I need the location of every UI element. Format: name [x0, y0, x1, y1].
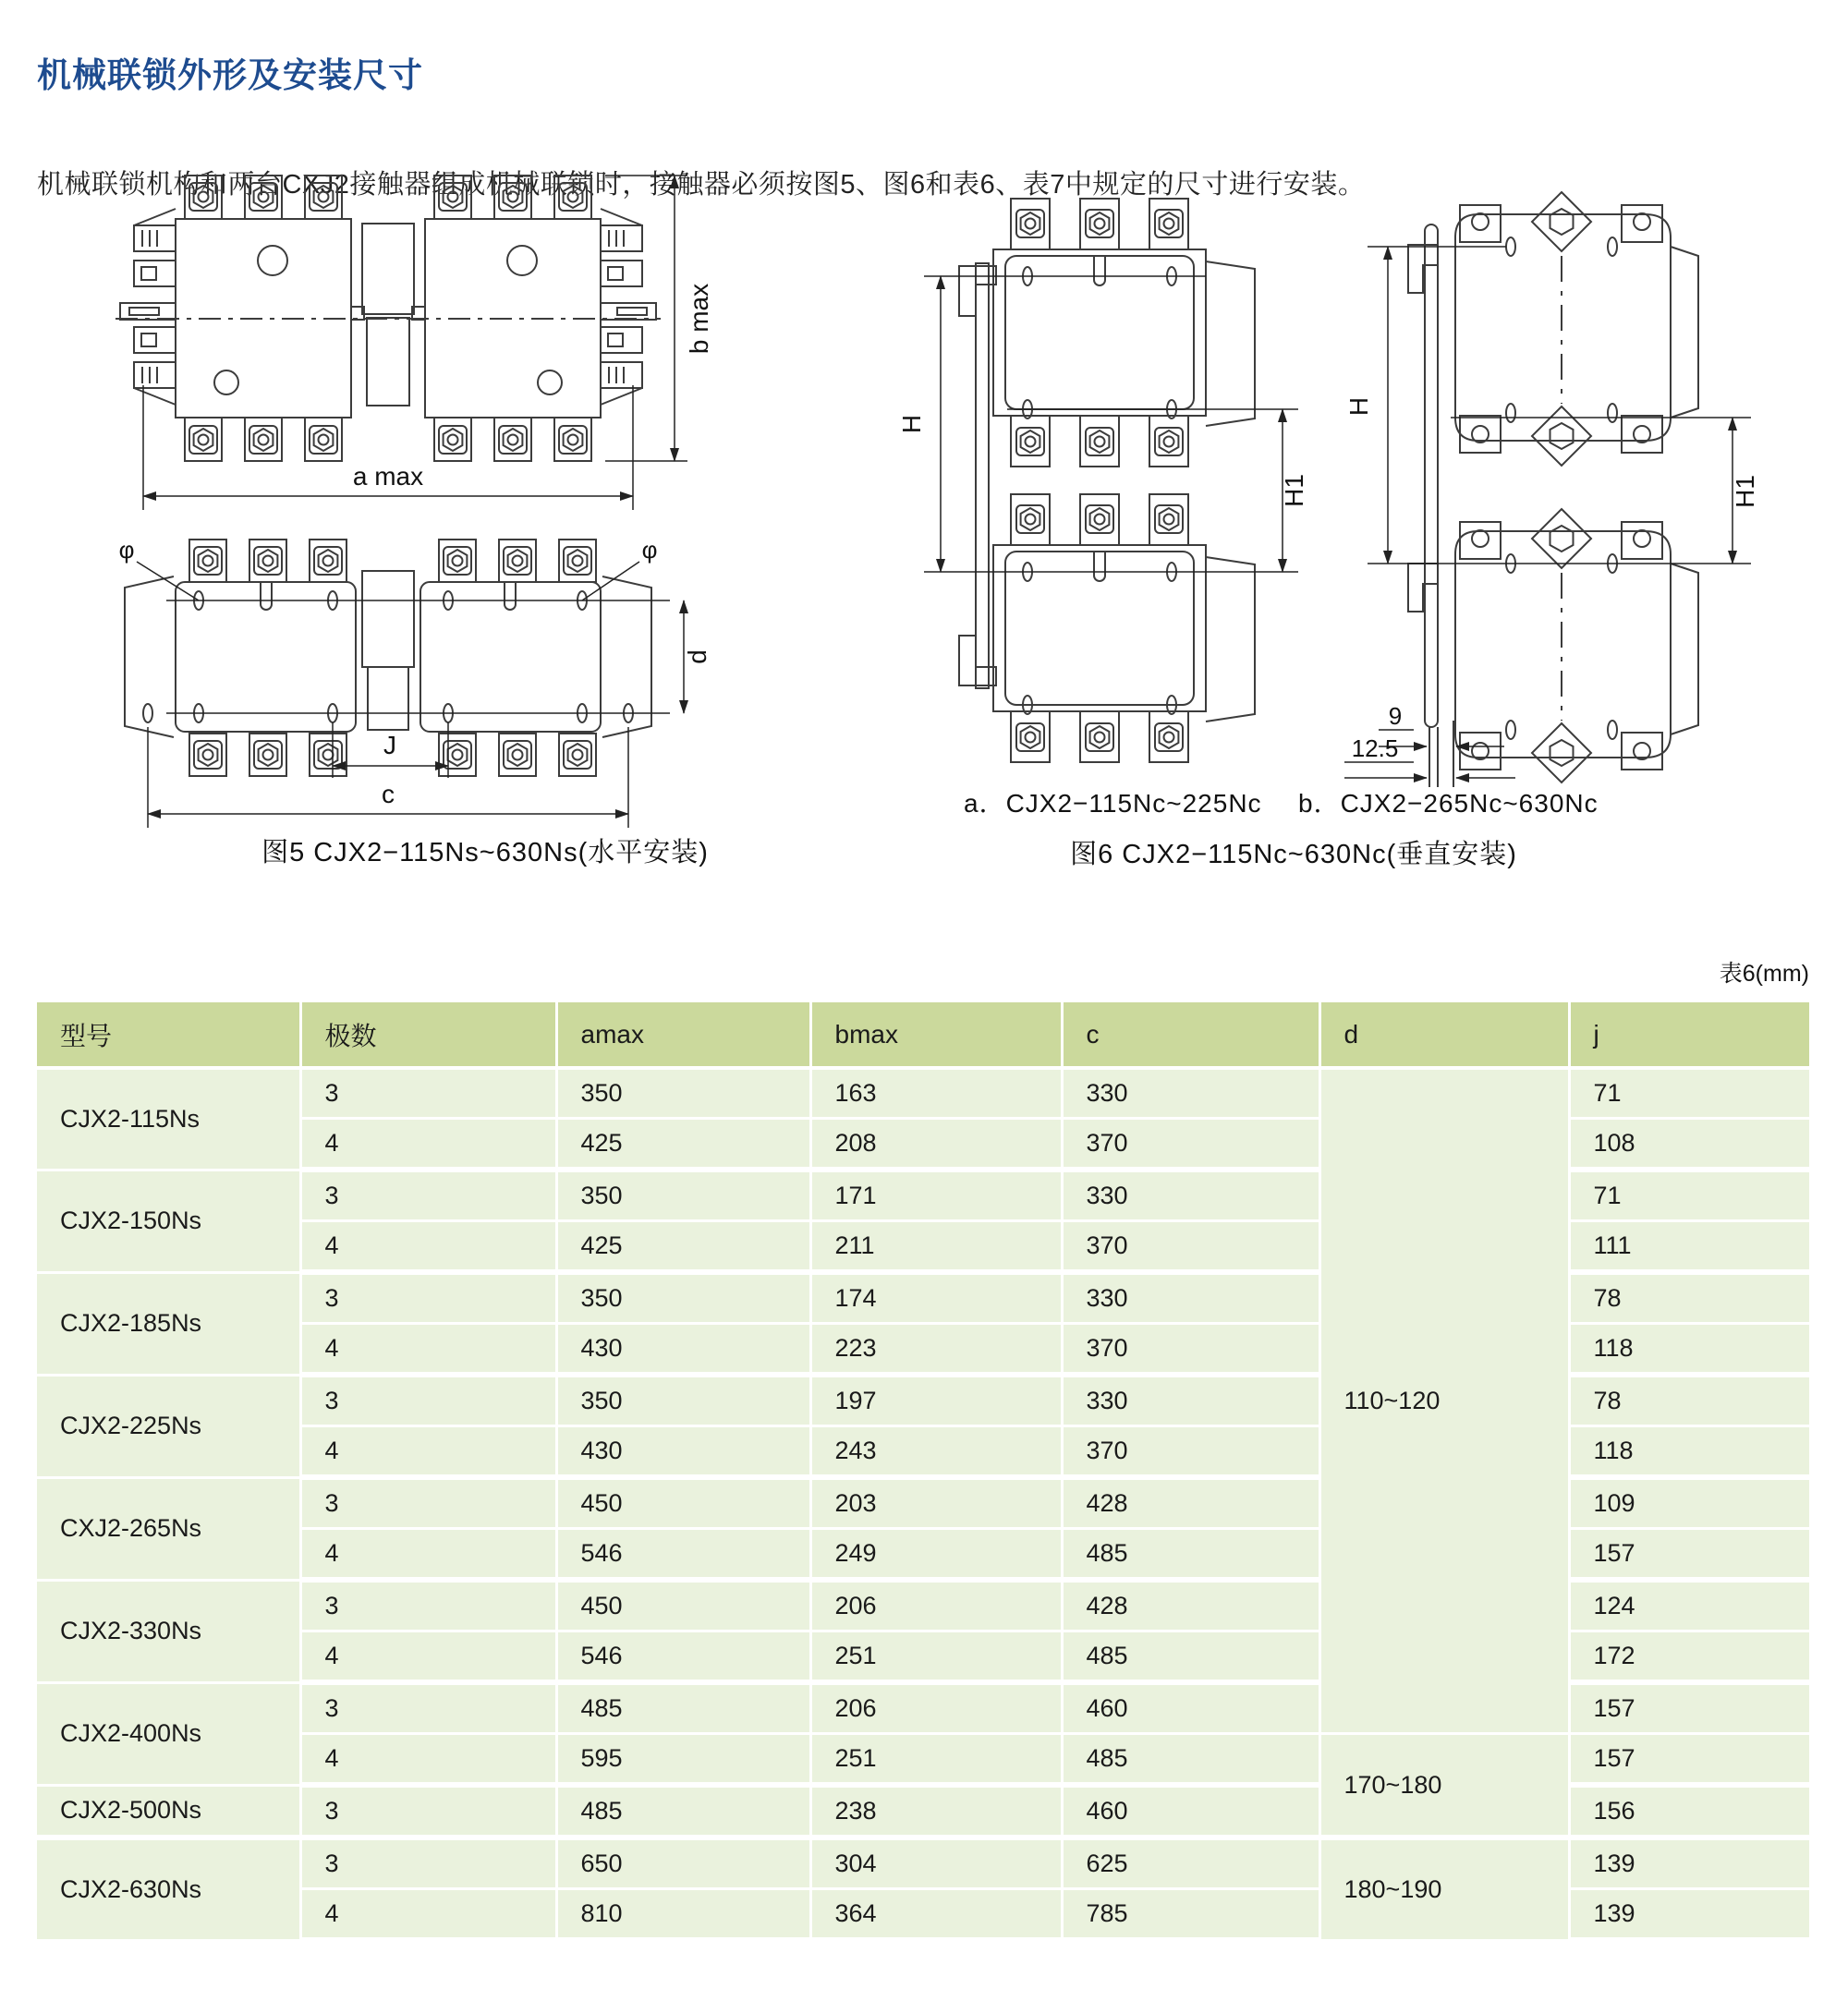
amax-cell: 430 — [556, 1324, 810, 1376]
bmax-cell: 243 — [810, 1426, 1062, 1478]
d-cell: 180~190 — [1319, 1837, 1569, 1940]
d-cell: 170~180 — [1319, 1734, 1569, 1838]
j-cell: 157 — [1569, 1734, 1809, 1786]
dim-label-phi-right: φ — [641, 536, 658, 564]
bmax-cell: 251 — [810, 1734, 1062, 1786]
dim-label-h1-b: H1 — [1731, 475, 1759, 508]
j-cell: 71 — [1569, 1170, 1809, 1221]
j-cell: 172 — [1569, 1631, 1809, 1683]
poles-cell: 3 — [300, 1580, 556, 1631]
table-row — [37, 1068, 1809, 1119]
j-cell: 118 — [1569, 1324, 1809, 1376]
c-cell: 460 — [1062, 1785, 1319, 1837]
dim-label-a-max: a max — [352, 462, 424, 491]
amax-cell: 595 — [556, 1734, 810, 1786]
dim-label-h1-a: H1 — [1280, 474, 1308, 507]
figure6a-drawing — [887, 171, 1312, 781]
c-cell: 330 — [1062, 1272, 1319, 1324]
figure6-label-b: b．CJX2−265Nc~630Nc — [1298, 789, 1599, 818]
j-cell: 111 — [1569, 1221, 1809, 1273]
j-cell: 156 — [1569, 1785, 1809, 1837]
amax-cell: 450 — [556, 1580, 810, 1631]
j-cell: 139 — [1569, 1889, 1809, 1941]
col-header-bmax: bmax — [810, 1002, 1062, 1068]
c-cell: 485 — [1062, 1734, 1319, 1786]
model-cell: CJX2-115Ns — [37, 1068, 300, 1170]
poles-cell: 3 — [300, 1068, 556, 1119]
model-cell: CJX2-225Ns — [37, 1375, 300, 1477]
c-cell: 330 — [1062, 1170, 1319, 1221]
bmax-cell: 208 — [810, 1119, 1062, 1170]
figure5-bottom-drawing — [37, 528, 739, 838]
bmax-cell: 203 — [810, 1477, 1062, 1529]
bmax-cell: 197 — [810, 1375, 1062, 1426]
j-cell: 157 — [1569, 1529, 1809, 1581]
figure6-label-a: a．CJX2−115Nc~225Nc — [964, 789, 1262, 818]
bmax-cell: 206 — [810, 1682, 1062, 1734]
c-cell: 370 — [1062, 1119, 1319, 1170]
poles-cell: 3 — [300, 1785, 556, 1837]
j-cell: 78 — [1569, 1375, 1809, 1426]
c-cell: 485 — [1062, 1529, 1319, 1581]
poles-cell: 3 — [300, 1272, 556, 1324]
amax-cell: 350 — [556, 1068, 810, 1119]
model-cell: CXJ2-265Ns — [37, 1477, 300, 1580]
bmax-cell: 206 — [810, 1580, 1062, 1631]
j-cell: 71 — [1569, 1068, 1809, 1119]
bmax-cell: 364 — [810, 1889, 1062, 1941]
table-header — [37, 1002, 1809, 1068]
poles-cell: 4 — [300, 1324, 556, 1376]
j-cell: 124 — [1569, 1580, 1809, 1631]
j-cell: 139 — [1569, 1837, 1809, 1889]
c-cell: 460 — [1062, 1682, 1319, 1734]
model-cell: CJX2-330Ns — [37, 1580, 300, 1682]
dim-label-9: 9 — [1388, 702, 1403, 730]
bmax-cell: 163 — [810, 1068, 1062, 1119]
dim-label-j: J — [383, 731, 396, 759]
figure5-caption: 图5 CJX2−115Ns~630Ns(水平安装) — [261, 838, 709, 867]
j-cell: 108 — [1569, 1119, 1809, 1170]
col-header-j: j — [1569, 1002, 1809, 1068]
col-header-d: d — [1319, 1002, 1569, 1068]
col-header-poles: 极数 — [300, 1002, 556, 1068]
c-cell: 330 — [1062, 1068, 1319, 1119]
poles-cell: 3 — [300, 1837, 556, 1889]
amax-cell: 485 — [556, 1682, 810, 1734]
table-header-row — [37, 1002, 1809, 1068]
col-header-c: c — [1062, 1002, 1319, 1068]
table-row — [37, 1734, 1809, 1786]
figure5-top-drawing — [37, 168, 739, 524]
dim-label-c: c — [382, 780, 395, 808]
amax-cell: 350 — [556, 1170, 810, 1221]
amax-cell: 425 — [556, 1221, 810, 1273]
model-cell: CJX2-185Ns — [37, 1272, 300, 1375]
amax-cell: 810 — [556, 1889, 810, 1941]
poles-cell: 3 — [300, 1170, 556, 1221]
page-title: 机械联锁外形及安装尺寸 — [37, 55, 423, 94]
bmax-cell: 174 — [810, 1272, 1062, 1324]
poles-cell: 4 — [300, 1119, 556, 1170]
amax-cell: 350 — [556, 1375, 810, 1426]
bmax-cell: 211 — [810, 1221, 1062, 1273]
model-cell: CJX2-400Ns — [37, 1682, 300, 1785]
poles-cell: 4 — [300, 1221, 556, 1273]
dim-label-b-max: b max — [685, 283, 713, 355]
dim-label-phi-left: φ — [118, 536, 135, 564]
bmax-cell: 249 — [810, 1529, 1062, 1581]
bmax-cell: 223 — [810, 1324, 1062, 1376]
dim-label-d: d — [683, 649, 711, 664]
poles-cell: 3 — [300, 1682, 556, 1734]
dim-label-h-b: H — [1344, 396, 1373, 417]
j-cell: 109 — [1569, 1477, 1809, 1529]
c-cell: 625 — [1062, 1837, 1319, 1889]
poles-cell: 4 — [300, 1426, 556, 1478]
c-cell: 370 — [1062, 1426, 1319, 1478]
bmax-cell: 171 — [810, 1170, 1062, 1221]
amax-cell: 650 — [556, 1837, 810, 1889]
model-cell: CJX2-500Ns — [37, 1785, 300, 1837]
table-body — [37, 1068, 1809, 1940]
dimension-table — [37, 1002, 1809, 1943]
col-header-amax: amax — [556, 1002, 810, 1068]
model-cell: CJX2-630Ns — [37, 1837, 300, 1940]
amax-cell: 450 — [556, 1477, 810, 1529]
bmax-cell: 304 — [810, 1837, 1062, 1889]
dimension-table-wrapper — [37, 1002, 1809, 1943]
col-header-model: 型号 — [37, 1002, 300, 1068]
figure6-caption: 图6 CJX2−115Nc~630Nc(垂直安装) — [1070, 840, 1517, 869]
amax-cell: 546 — [556, 1529, 810, 1581]
c-cell: 370 — [1062, 1324, 1319, 1376]
poles-cell: 4 — [300, 1889, 556, 1941]
c-cell: 428 — [1062, 1477, 1319, 1529]
c-cell: 485 — [1062, 1631, 1319, 1683]
figure6b-drawing — [1321, 166, 1783, 794]
amax-cell: 485 — [556, 1785, 810, 1837]
c-cell: 428 — [1062, 1580, 1319, 1631]
j-cell: 157 — [1569, 1682, 1809, 1734]
poles-cell: 3 — [300, 1375, 556, 1426]
amax-cell: 425 — [556, 1119, 810, 1170]
dim-label-h-a: H — [897, 414, 926, 434]
bmax-cell: 251 — [810, 1631, 1062, 1683]
j-cell: 118 — [1569, 1426, 1809, 1478]
c-cell: 370 — [1062, 1221, 1319, 1273]
d-cell: 110~120 — [1319, 1068, 1569, 1734]
poles-cell: 4 — [300, 1631, 556, 1683]
c-cell: 330 — [1062, 1375, 1319, 1426]
dim-label-12-5: 12.5 — [1351, 734, 1399, 762]
intro-text: 机械联锁机构和两台CXJ2接触器组成机械联锁时，接触器必须按图5、图6和表6、表7中规定的尺寸进行安装。 — [37, 170, 1366, 200]
poles-cell: 3 — [300, 1477, 556, 1529]
amax-cell: 546 — [556, 1631, 810, 1683]
j-cell: 78 — [1569, 1272, 1809, 1324]
amax-cell: 430 — [556, 1426, 810, 1478]
amax-cell: 350 — [556, 1272, 810, 1324]
table-note: 表6(mm) — [1719, 961, 1809, 987]
bmax-cell: 238 — [810, 1785, 1062, 1837]
model-cell: CJX2-150Ns — [37, 1170, 300, 1272]
poles-cell: 4 — [300, 1734, 556, 1786]
c-cell: 785 — [1062, 1889, 1319, 1941]
table-row — [37, 1837, 1809, 1889]
poles-cell: 4 — [300, 1529, 556, 1581]
